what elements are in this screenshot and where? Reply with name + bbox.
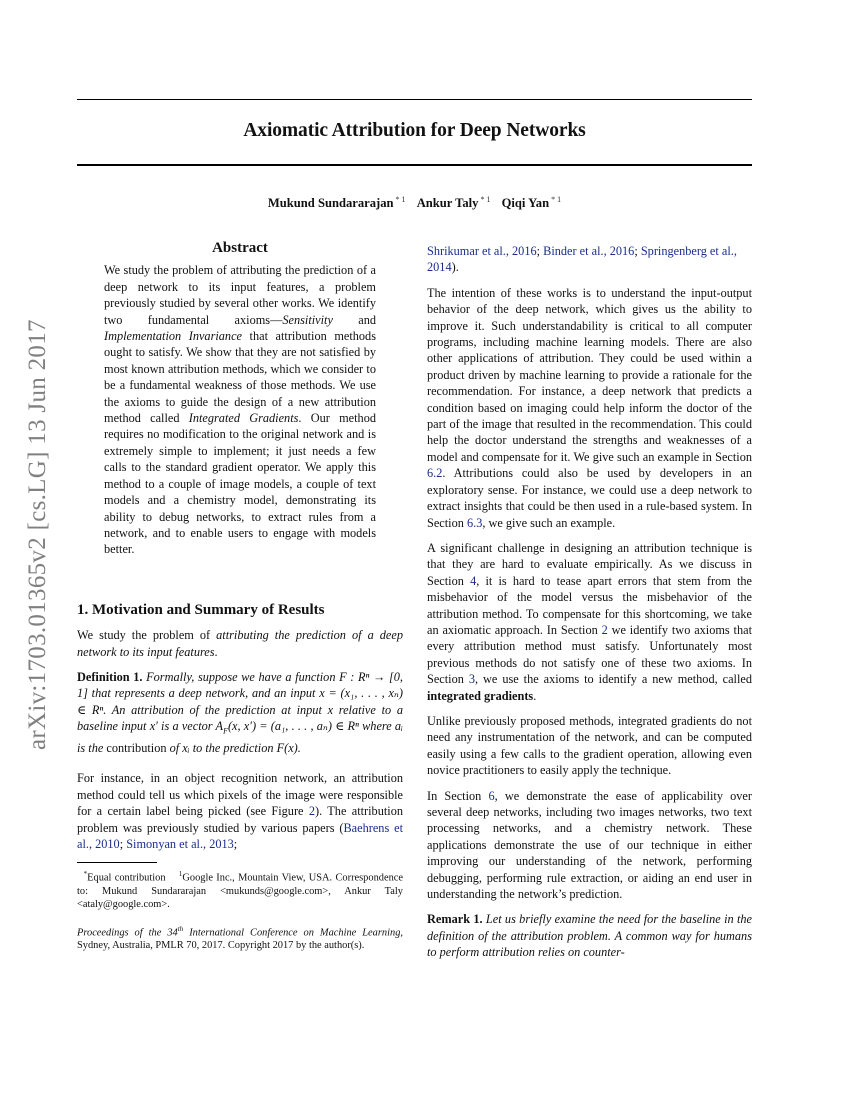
remark-text: Let us briefly examine the need for the baseline in the definition of the attribution problem. A common way for humans to perform attribution relies on counter-	[427, 912, 752, 960]
paragraph-challenge	[427, 540, 752, 704]
right-column	[427, 243, 752, 970]
section-6-3-link[interactable]: 6.3	[466, 515, 483, 530]
body-text: we identify two axioms that every attribution method must satisfy. Unfortunately most previous methods do not satisfy one of these two axioms. In Section	[427, 622, 752, 687]
abstract-term-implementation-invariance: Implementation Invariance	[104, 329, 242, 344]
definition-label: Definition 1.	[77, 669, 143, 684]
separator: ).	[451, 260, 459, 275]
abstract-term-sensitivity: Sensitivity	[282, 312, 333, 327]
definition-text: (x, x′) = (a₁, . . . , aₙ) ∈ Rⁿ where aᵢ is the	[77, 719, 403, 756]
remark-1	[427, 911, 752, 960]
paragraph-instance	[77, 770, 403, 852]
body-text: , we demonstrate the ease of applicability over several deep networks, including two images networks, two text processing networks, and a chemistry network. These applications demonstrate the use of our technique in either improving our understanding of the network, performing debugging, performing rule extraction, or aiding an end user in understanding the network’s prediction.	[427, 788, 752, 902]
separator: ;	[536, 244, 544, 258]
body-text: .	[214, 644, 218, 659]
section-3-link[interactable]: 3	[468, 672, 475, 687]
citation-continuation	[427, 243, 752, 276]
abstract-heading: Abstract	[212, 240, 268, 256]
title-bottom-rule	[77, 164, 752, 166]
body-text: We study the problem of	[77, 628, 217, 643]
emphasis-text: attributing the prediction of a deep network to its input features	[77, 628, 403, 659]
body-text: , it is hard to tease apart errors that stem from the misbehavior of the model versus the misbehavior of the attribution method. To compensate for this shortcoming, we take an axiomatic approach. In Section	[427, 573, 752, 637]
footnote-affiliation	[77, 868, 403, 910]
footnote-mark: 1	[178, 870, 183, 879]
author	[417, 196, 491, 210]
author-marks: * 1	[395, 195, 406, 204]
definition-text: contribution	[106, 741, 167, 756]
author-list	[77, 195, 752, 211]
citation-link-simonyan[interactable]: Simonyan et al., 2013	[126, 837, 234, 852]
footnote-rule	[77, 862, 157, 863]
section-6-2-link[interactable]: 6.2	[427, 466, 443, 481]
body-text: For instance, in an object recognition network, an attribution method could tell us which pixels of the image were responsible for a certain label being picked (see Figure	[77, 771, 403, 819]
abstract-text: . Our method requires no modification to the original network and is extremely simple to implement; it just needs a few calls to the standard gradient operator. We apply this method to a couple of image models, a couple of text models and a chemistry model, demonstrating its ability to debug networks, to extract rules from a network, and to enable users to engage with models better.	[104, 411, 377, 557]
definition-text: of xᵢ to the prediction F(x).	[166, 741, 301, 756]
abstract-text: We study the problem of attributing the prediction of a deep network to its input features, a problem previously studied by several other works. We identify two fundamental axioms—	[104, 263, 376, 327]
figure-2-link[interactable]: 2	[308, 804, 316, 819]
citation-link-springenberg[interactable]: Springenberg et al., 2014	[427, 244, 737, 275]
citation-link-binder[interactable]: Binder et al., 2016	[543, 244, 635, 258]
left-column	[77, 240, 403, 964]
author-name: Mukund Sundararajan	[267, 196, 394, 211]
definition-1	[77, 669, 403, 756]
author-name: Ankur Taly	[416, 196, 479, 211]
section-2-link[interactable]: 2	[601, 622, 608, 637]
separator: ;	[119, 837, 127, 852]
abstract-term-integrated-gradients: Integrated Gradients	[188, 411, 299, 426]
author-name: Qiqi Yan	[501, 196, 550, 211]
section-1-intro	[77, 627, 403, 660]
paragraph-section6	[427, 788, 752, 903]
footnote-proceedings	[77, 923, 403, 952]
body-text: . Attributions could also be used by developers in an exploratory sense. For instance, we could use a deep network to extract insights that could be then used in a rule-based system. In Section	[427, 466, 752, 530]
body-text: In Section	[427, 788, 489, 803]
author-marks: * 1	[551, 195, 562, 204]
section-1-heading: 1. Motivation and Summary of Results	[77, 601, 325, 618]
body-text: A significant challenge in designing an attribution technique is that they are hard to evaluate empirically. As we discuss in Section	[427, 540, 752, 588]
proceedings-text: , Sydney, Australia, PMLR 70, 2017. Copyright 2017 by the author(s).	[77, 927, 403, 952]
author	[502, 196, 561, 210]
proceedings-text: International Conference on Machine Learning	[183, 927, 401, 939]
citation-link-baehrens[interactable]: Baehrens et al., 2010	[77, 820, 404, 852]
paragraph-intention	[427, 285, 752, 531]
author-marks: * 1	[480, 195, 491, 204]
abstract-text: that attribution methods ought to satisfy. We show that they are not satisfied by most known attribution methods, which we consider to be a fundamental weakness of those methods. We use the axioms to guide the design of a new attribution method called	[104, 329, 376, 426]
emphasis-integrated-gradients: integrated gradients	[427, 688, 534, 703]
body-text: , we use the axioms to identify a new method, called	[475, 672, 752, 687]
remark-label: Remark 1.	[427, 912, 483, 927]
footnote-text: Equal contribution	[87, 872, 169, 884]
definition-text: Formally, suppose we have a function F : Rⁿ → [0, 1] that represents a deep network, and an input x = (x₁, . . . , xₙ) ∈ Rⁿ. An attribution of the prediction at input x relative to a baseline input x′ is a vector A	[77, 669, 404, 734]
separator: ;	[233, 837, 238, 852]
ordinal-suffix: th	[177, 924, 184, 933]
citation-link-shrikumar[interactable]: Shrikumar et al., 2016	[427, 244, 537, 258]
title-top-rule	[77, 99, 752, 100]
abstract-body	[104, 262, 376, 557]
body-text: The intention of these works is to understand the input-output behavior of the deep network, which gives us the ability to improve it. Such understandability is critical to all computer programs, including machine learning models. There are also other applications of attribution. They could be used within a product driven by machine learning to provide a rationale for the recommendation. For instance, a deep network that predicts a condition based on imaging could help inform the doctor of the part of the image that resulted in the recommendation. This could help the doctor understand the strengths and weaknesses of a model and compensate for it. We give such an example in Section	[427, 285, 752, 464]
section-6-link[interactable]: 6	[488, 788, 495, 803]
body-text: , we give such an example.	[482, 515, 616, 530]
arxiv-stamp[interactable]: arXiv:1703.01365v2 [cs.LG] 13 Jun 2017	[24, 319, 51, 750]
footnote-text: Google Inc., Mountain View, USA. Correspondence to: Mukund Sundararajan <mukunds@google.com>, Ankur Taly <ataly@google.com>.	[77, 872, 403, 910]
section-4-link[interactable]: 4	[470, 573, 477, 588]
paragraph-unlike: Unlike previously proposed methods, integrated gradients do not need any instrumentation of the network, and can be computed easily using a few calls to the gradient operation, allowing even novice practitioners to easily apply the technique.	[427, 713, 752, 778]
footnotes	[77, 868, 403, 952]
abstract-text: and	[332, 312, 376, 327]
definition-subscript: F	[223, 726, 228, 736]
author	[268, 196, 406, 210]
paper-title: Axiomatic Attribution for Deep Networks	[243, 120, 586, 141]
separator: ;	[634, 244, 641, 258]
proceedings-text: Proceedings of the 34	[77, 927, 178, 939]
body-text: ). The attribution problem was previously studied by various papers (	[77, 804, 403, 835]
body-text: .	[533, 688, 537, 703]
footnote-mark: *	[83, 870, 88, 879]
